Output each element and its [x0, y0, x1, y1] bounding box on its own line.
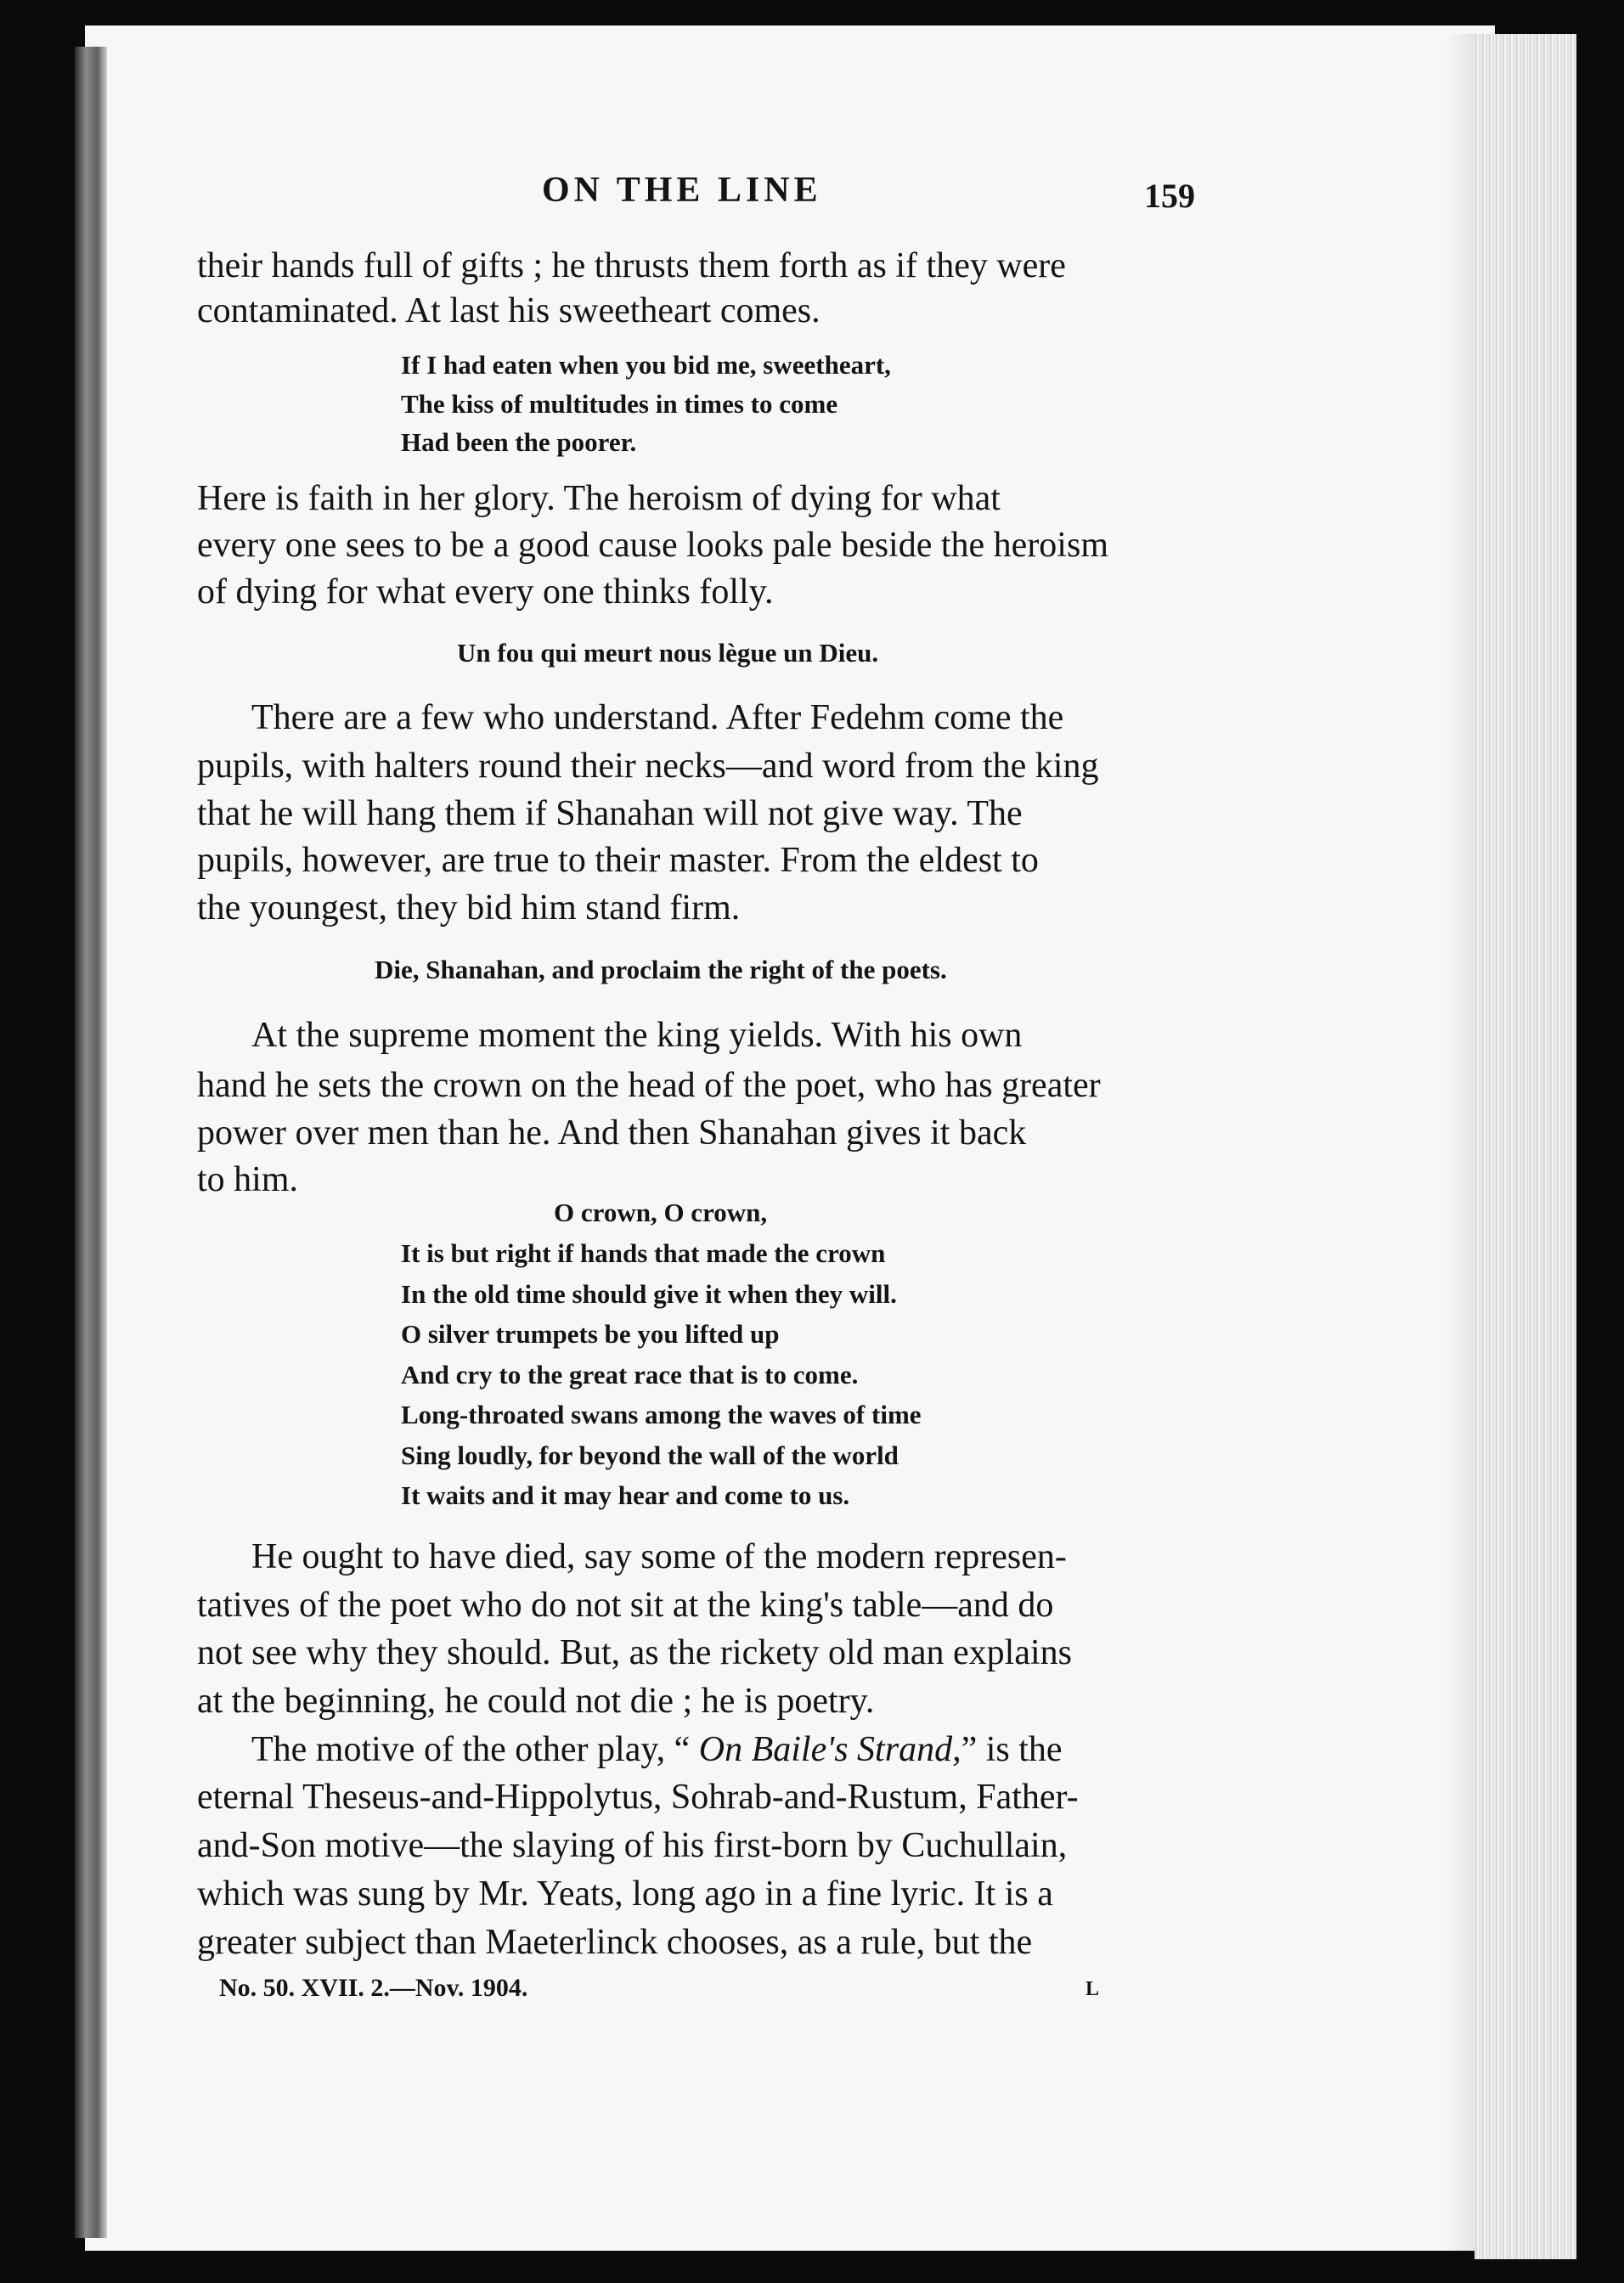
text-line: contaminated. At last his sweetheart comes. [197, 291, 820, 330]
verse-line: In the old time should give it when they will. [401, 1279, 897, 1309]
issue-footer: No. 50. XVII. 2.—Nov. 1904. [219, 1974, 528, 2002]
text-line: There are a few who understand. After Fedehm come the [251, 698, 1064, 737]
text-line: every one sees to be a good cause looks pale beside the heroism [197, 526, 1108, 565]
text-line: at the beginning, he could not die ; he is poetry. [197, 1682, 875, 1721]
verse-line: O crown, O crown, [554, 1198, 768, 1227]
text-line: not see why they should. But, as the rickety old man explains [197, 1633, 1072, 1672]
text-line: pupils, however, are true to their master. From the eldest to [197, 841, 1039, 880]
text-line: hand he sets the crown on the head of the poet, who has greater [197, 1066, 1101, 1105]
play-title: On Baile's Strand, [698, 1730, 961, 1769]
quotation-line: Die, Shanahan, and proclaim the right of the poets. [375, 955, 947, 984]
verse-line: Long-throated swans among the waves of time [401, 1400, 922, 1429]
verse-line: It waits and it may hear and come to us. [401, 1480, 850, 1510]
running-title: ON THE LINE [542, 171, 822, 210]
text-line: Here is faith in her glory. The heroism of dying for what [197, 479, 1001, 518]
text-line: and-Son motive—the slaying of his first-born by Cuchullain, [197, 1826, 1068, 1865]
verse-line: O silver trumpets be you lifted up [401, 1319, 780, 1349]
text-line: that he will hang them if Shanahan will not give way. The [197, 794, 1023, 833]
verse-line: It is but right if hands that made the crown [401, 1238, 886, 1268]
text-line: eternal Theseus-and-Hippolytus, Sohrab-and-Rustum, Father- [197, 1778, 1079, 1817]
text-run: The motive of the other play, “ [251, 1730, 699, 1769]
text-line: tatives of the poet who do not sit at the king's table—and do [197, 1586, 1054, 1625]
text-line: to him. [197, 1160, 299, 1199]
text-line [251, 1732, 1063, 1767]
verse-line: The kiss of multitudes in times to come [401, 389, 838, 419]
text-line: At the supreme moment the king yields. With his own [251, 1016, 1023, 1055]
text-line: of dying for what every one thinks folly. [197, 572, 774, 612]
text-line: the youngest, they bid him stand firm. [197, 888, 741, 927]
verse-line: And cry to the great race that is to come. [401, 1360, 859, 1390]
verse-line: If I had eaten when you bid me, sweetheart, [401, 350, 891, 380]
text-run: ” is the [961, 1730, 1063, 1769]
text-line: pupils, with halters round their necks—and word from the king [197, 747, 1099, 786]
text-line: their hands full of gifts ; he thrusts them forth as if they were [197, 246, 1066, 285]
page-number: 159 [1144, 177, 1195, 215]
text-line: which was sung by Mr. Yeats, long ago in a fine lyric. It is a [197, 1874, 1053, 1914]
text-line: greater subject than Maeterlinck chooses, as a rule, but the [197, 1923, 1033, 1962]
signature-mark: L [1085, 1978, 1100, 2000]
verse-line: Had been the poorer. [401, 427, 637, 457]
text-line: He ought to have died, say some of the modern represen- [251, 1537, 1067, 1576]
text-line: power over men than he. And then Shanahan gives it back [197, 1113, 1027, 1153]
french-quotation: Un fou qui meurt nous lègue un Dieu. [457, 638, 879, 668]
verse-line: Sing loudly, for beyond the wall of the world [401, 1440, 899, 1470]
